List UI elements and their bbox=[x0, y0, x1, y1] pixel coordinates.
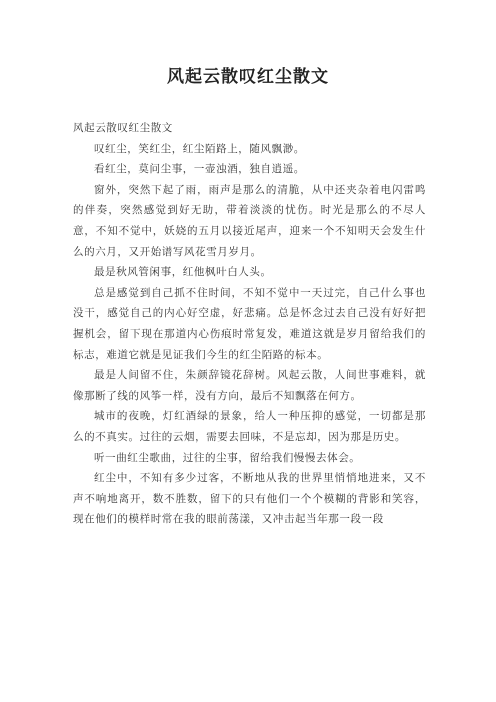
subtitle-paragraph: 风起云散叹红尘散文 bbox=[73, 122, 173, 134]
document-body bbox=[73, 118, 426, 530]
paragraph: 最是秋风管闲事，红他枫叶白人头。 bbox=[94, 266, 272, 279]
paragraph: 叹红尘，笑红尘，红尘陌路上，随风飘渺。 bbox=[94, 142, 305, 155]
paragraph: 总是感觉到自己抓不住时间，不知不觉中一天过完，自己什么事也没干，感觉自己的内心好空虚，好悲痛。总是怀念过去自己没有好好把握机会，留下现在那道内心伤痕时常复发，难道这就是岁月留给我们的标志，难道它就是见证我们今生的红尘陌路的标本。 bbox=[73, 286, 426, 361]
paragraph: 最是人间留不住，朱颜辞镜花辞树。风起云散，人间世事难料，就像那断了线的风筝一样，没有方向，最后不知飘落在何方。 bbox=[73, 369, 426, 402]
paragraph: 看红尘，莫问尘事，一壶浊酒，独自逍遥。 bbox=[94, 163, 305, 176]
paragraph: 城市的夜晚，灯红酒绿的景象，给人一种压抑的感觉，一切都是那么的不真实。过往的云烟，需要去回味，不是忘却，因为那是历史。 bbox=[73, 410, 426, 443]
paragraph: 听一曲红尘歌曲，过往的尘事，留给我们慢慢去体会。 bbox=[94, 451, 361, 464]
paragraph: 窗外，突然下起了雨，雨声是那么的清脆，从中还夹杂着电闪雷鸣的伴奏，突然感觉到好无助，带着淡淡的忧伤。时光是那么的不尽人意，不知不觉中，妖娆的五月以接近尾声，迎来一个不知明天会发生什么的六月，又开始谱写风花雪月岁月。 bbox=[73, 183, 426, 258]
document-title: 风起云散叹红尘散文 bbox=[167, 67, 329, 87]
paragraph: 红尘中，不知有多少过客，不断地从我的世界里悄悄地进来，又不声不响地离开，数不胜数，留下的只有他们一个个模糊的背影和笑容，现在他们的模样时常在我的眼前荡漾，又冲击起当年那一段一段 bbox=[73, 472, 426, 526]
